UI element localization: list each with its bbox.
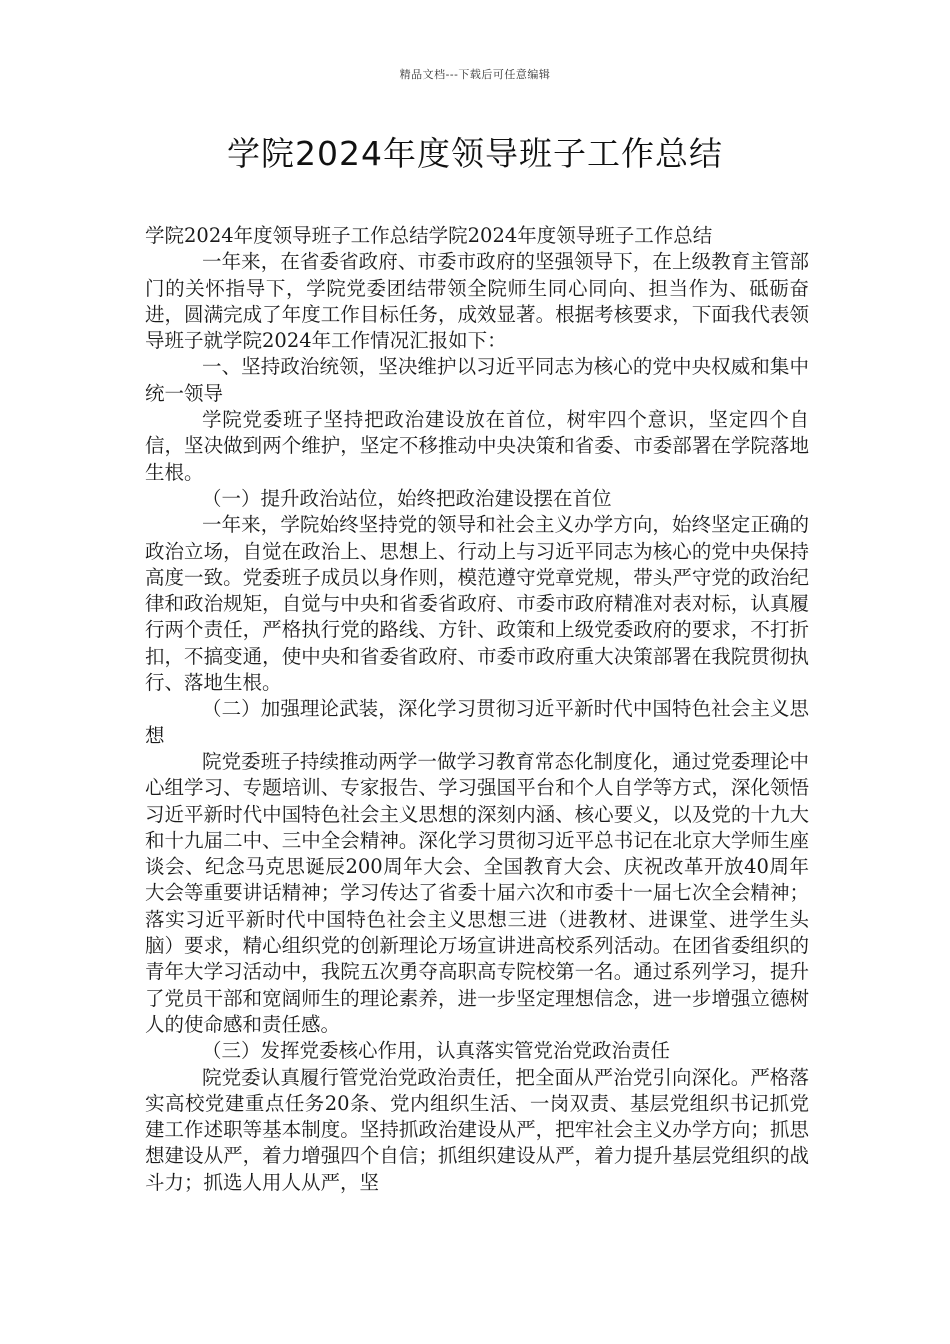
- body-paragraph: 一年来，学院始终坚持党的领导和社会主义办学方向，始终坚定正确的政治立场，自觉在政治上、思想上、行动上与习近平同志为核心的党中央保持高度一致。党委班子成员以身作则，模范遵守党章党规，带头严守党的政治纪律和政治规矩，自觉与中央和省委省政府、市委市政府精准对表对标，认真履行两个责任，严格执行党的路线、方针、政策和上级党委政府的要求，不打折扣，不搞变通，使中央和省委省政府、市委市政府重大决策部署在我院贯彻执行、落地生根。: [145, 513, 809, 695]
- body-paragraph: 学院2024年度领导班子工作总结学院2024年度领导班子工作总结: [145, 224, 713, 247]
- document-body: [145, 223, 809, 1196]
- body-paragraph: 院党委认真履行管党治党政治责任，把全面从严治党引向深化。严格落实高校党建重点任务20条、党内组织生活、一岗双责、基层党组织书记抓党建工作述职等基本制度。坚持抓政治建设从严，把牢社会主义办学方向；抓思想建设从严，着力增强四个自信；抓组织建设从严，着力提升基层党组织的战斗力；抓选人用人从严，坚: [145, 1065, 809, 1194]
- body-paragraph: 院党委班子持续推动两学一做学习教育常态化制度化，通过党委理论中心组学习、专题培训、专家报告、学习强国平台和个人自学等方式，深化领悟习近平新时代中国特色社会主义思想的深刻内涵、核心要义，以及党的十九大和十九届二中、三中全会精神。深化学习贯彻习近平总书记在北京大学师生座谈会、纪念马克思诞辰200周年大会、全国教育大会、庆祝改革开放40周年大会等重要讲话精神；学习传达了省委十届六次和市委十一届七次全会精神；落实习近平新时代中国特色社会主义思想三进（进教材、进课堂、进学生头脑）要求，精心组织党的创新理论万场宣讲进高校系列活动。在团省委组织的青年大学习活动中，我院五次勇夺高职高专院校第一名。通过系列学习，提升了党员干部和宽阔师生的理论素养，进一步坚定理想信念，进一步增强立德树人的使命感和责任感。: [145, 749, 809, 1036]
- body-paragraph: 一年来，在省委省政府、市委市政府的坚强领导下，在上级教育主管部门的关怀指导下，学院党委团结带领全院师生同心同向、担当作为、砥砺奋进，圆满完成了年度工作目标任务，成效显著。根据考核要求，下面我代表领导班子就学院2024年工作情况汇报如下：: [145, 250, 809, 353]
- header-note: 精品文档---下载后可任意编辑: [399, 68, 551, 81]
- subsection-heading: （二）加强理论武装，深化学习贯彻习近平新时代中国特色社会主义思想: [145, 697, 809, 747]
- document-title: 学院2024年度领导班子工作总结: [227, 134, 723, 173]
- body-paragraph: 学院党委班子坚持把政治建设放在首位，树牢四个意识，坚定四个自信，坚决做到两个维护，坚定不移推动中央决策和省委、市委部署在学院落地生根。: [145, 408, 809, 484]
- subsection-heading: （一）提升政治站位，始终把政治建设摆在首位: [202, 486, 612, 510]
- subsection-heading: （三）发挥党委核心作用，认真落实管党治党政治责任: [202, 1039, 671, 1063]
- section-heading: 一、坚持政治统领，坚决维护以习近平同志为核心的党中央权威和集中统一领导: [145, 355, 809, 405]
